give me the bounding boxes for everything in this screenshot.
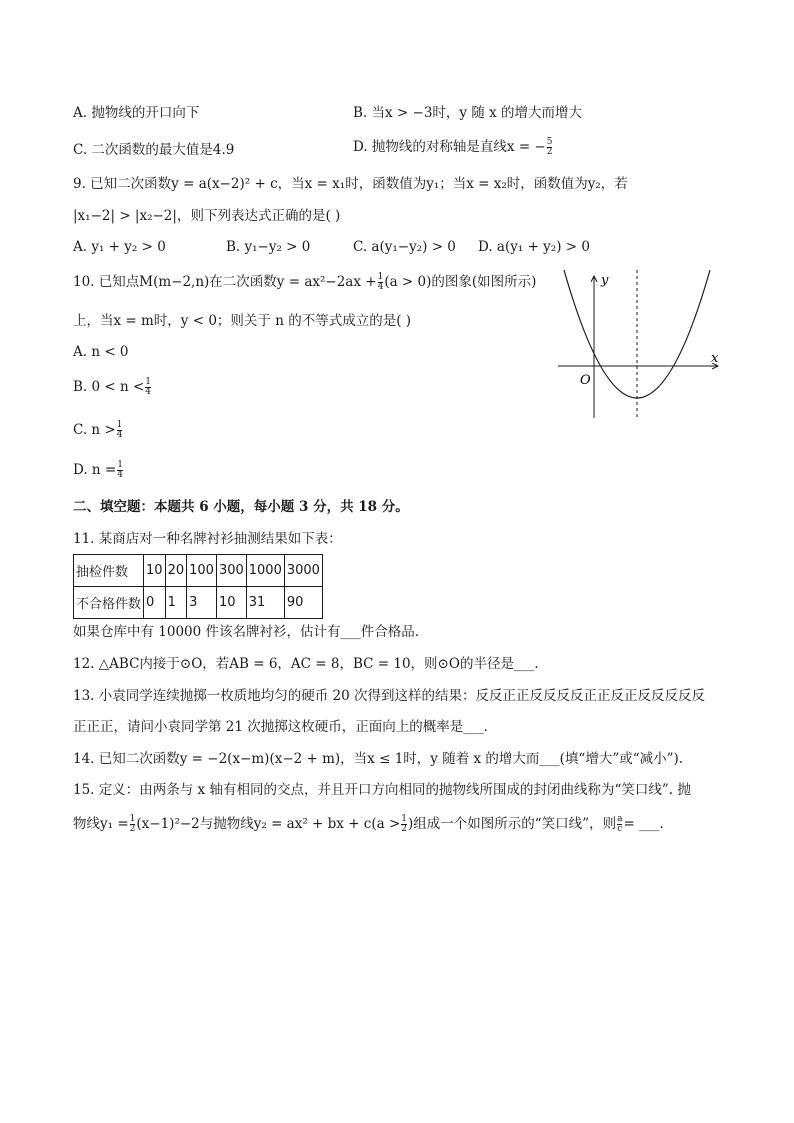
q15-text-a: 物线y₁ = — [73, 816, 129, 832]
fraction-denominator: 4 — [377, 282, 384, 292]
fraction-numerator: 1 — [117, 460, 123, 470]
table-cell: 3000 — [284, 555, 322, 587]
q14-stem: 14. 已知二次函数y = −2(x−m)(x−2 + m)，当x ≤ 1时，y 随着 x 的增大而___(填“增大”或“减小”). — [73, 751, 684, 767]
q10-option-d-fraction — [117, 461, 123, 480]
q15-text-c: )组成一个如图所示的“笑口线”，则 — [408, 816, 617, 832]
q10-option-b-fraction — [145, 378, 151, 397]
table-cell: 3 — [187, 587, 217, 619]
fraction-denominator: 2 — [546, 147, 553, 157]
q15-text-b: (x−1)²−2与抛物线y₂ = ax² + bx + c(a > — [136, 816, 401, 832]
q8-option-d — [353, 138, 553, 157]
q10-stem-line1 — [73, 273, 536, 292]
table-cell: 100 — [187, 555, 217, 587]
q10-option-d — [73, 461, 124, 480]
q8-option-d-fraction — [547, 138, 553, 157]
section-heading: 二、填空题：本题共 6 小题，每小题 3 分，共 18 分。 — [73, 499, 409, 515]
q9-stem-line1: 9. 已知二次函数y = a(x−2)² + c，当x = x₁时，函数值为y₁；当x = x₂时，函数值为y₂，若 — [73, 176, 628, 192]
q8-option-d-text: D. 抛物线的对称轴是直线x = − — [353, 139, 546, 155]
table-cell: 20 — [165, 555, 187, 587]
q15-text-d: = ___. — [623, 816, 664, 832]
q13-stem-line2: 正正正，请问小袁同学第 21 次抛掷这枚硬币，正面向上的概率是___. — [73, 719, 488, 735]
q13-stem-line1: 13. 小袁同学连续抛掷一枚质地均匀的硬币 20 次得到这样的结果：反反正正反反反反正正反正反反反反反 — [73, 688, 706, 704]
fraction-denominator: 4 — [116, 430, 123, 440]
table-cell: 1000 — [246, 555, 284, 587]
fraction-numerator: 5 — [546, 137, 553, 147]
y-axis-label: y — [601, 273, 609, 288]
fraction-numerator: a — [617, 814, 623, 824]
fraction-denominator: 4 — [117, 470, 123, 480]
q10-option-c-text: C. n > — [73, 422, 116, 438]
q11-question: 如果仓库中有 10000 件该名牌衬衫，估计有___件合格品. — [73, 624, 420, 640]
parabola-graph — [556, 266, 722, 424]
table-header-cell: 抽检件数 — [74, 555, 144, 587]
q10-option-a: A. n < 0 — [73, 344, 129, 360]
fraction-numerator: 1 — [145, 377, 152, 387]
q10-option-c-fraction — [117, 421, 123, 440]
q15-fraction-a — [130, 815, 136, 834]
table-cell: 10 — [144, 555, 166, 587]
fraction-numerator: 1 — [401, 814, 408, 824]
q15-fraction-b — [401, 815, 407, 834]
q8-option-a: A. 抛物线的开口向下 — [73, 105, 200, 121]
q11-table — [73, 554, 323, 619]
q10-stem-line2: 上，当x = m时，y < 0；则关于 n 的不等式成立的是( ) — [73, 313, 412, 329]
q10-option-d-text: D. n = — [73, 462, 117, 478]
q8-option-b: B. 当x > −3时，y 随 x 的增大而增大 — [353, 105, 583, 121]
q10-stem-text-b: (a > 0)的图象(如图所示) — [384, 274, 537, 290]
q9-option-a: A. y₁ + y₂ > 0 — [73, 239, 166, 255]
table-row — [74, 555, 323, 587]
q15-stem-line2 — [73, 815, 664, 834]
q9-option-b: B. y₁−y₂ > 0 — [226, 239, 311, 255]
q11-stem: 11. 某商店对一种名牌衬衫抽测结果如下表： — [73, 531, 342, 547]
q10-stem-text-a: 10. 已知点M(m−2,n)在二次函数y = ax²−2ax + — [73, 274, 377, 290]
fraction-numerator: 1 — [377, 272, 384, 282]
fraction-numerator: 1 — [129, 814, 136, 824]
fraction-denominator: 2 — [129, 824, 136, 834]
x-axis-label: x — [711, 351, 719, 366]
q9-option-d: D. a(y₁ + y₂) > 0 — [478, 239, 590, 255]
table-cell: 0 — [144, 587, 166, 619]
q12-stem: 12. △ABC内接于⊙O，若AB = 6，AC = 8，BC = 10，则⊙O的半径是___. — [73, 656, 539, 672]
q10-option-c — [73, 421, 123, 440]
table-cell: 10 — [216, 587, 246, 619]
table-row — [74, 587, 323, 619]
table-cell: 1 — [165, 587, 187, 619]
q10-option-b — [73, 378, 152, 397]
q9-stem-line2: |x₁−2| > |x₂−2|，则下列表达式正确的是( ) — [73, 208, 341, 224]
q10-stem-fraction — [378, 273, 384, 292]
table-cell: 90 — [284, 587, 322, 619]
fraction-denominator: 4 — [145, 387, 152, 397]
table-cell: 31 — [246, 587, 284, 619]
fraction-denominator: c — [617, 824, 623, 834]
table-cell: 300 — [216, 555, 246, 587]
q9-option-c: C. a(y₁−y₂) > 0 — [353, 239, 456, 255]
fraction-numerator: 1 — [116, 420, 123, 430]
q15-fraction-c — [617, 815, 622, 834]
q10-option-b-text: B. 0 < n < — [73, 379, 145, 395]
origin-label: O — [580, 373, 591, 388]
table-header-cell: 不合格件数 — [74, 587, 144, 619]
q8-option-c: C. 二次函数的最大值是4.9 — [73, 142, 235, 158]
fraction-denominator: 2 — [401, 824, 408, 834]
q15-stem-line1: 15. 定义：由两条与 x 轴有相同的交点，并且开口方向相同的抛物线所围成的封闭曲线称为“笑口线”. 抛 — [73, 782, 691, 798]
